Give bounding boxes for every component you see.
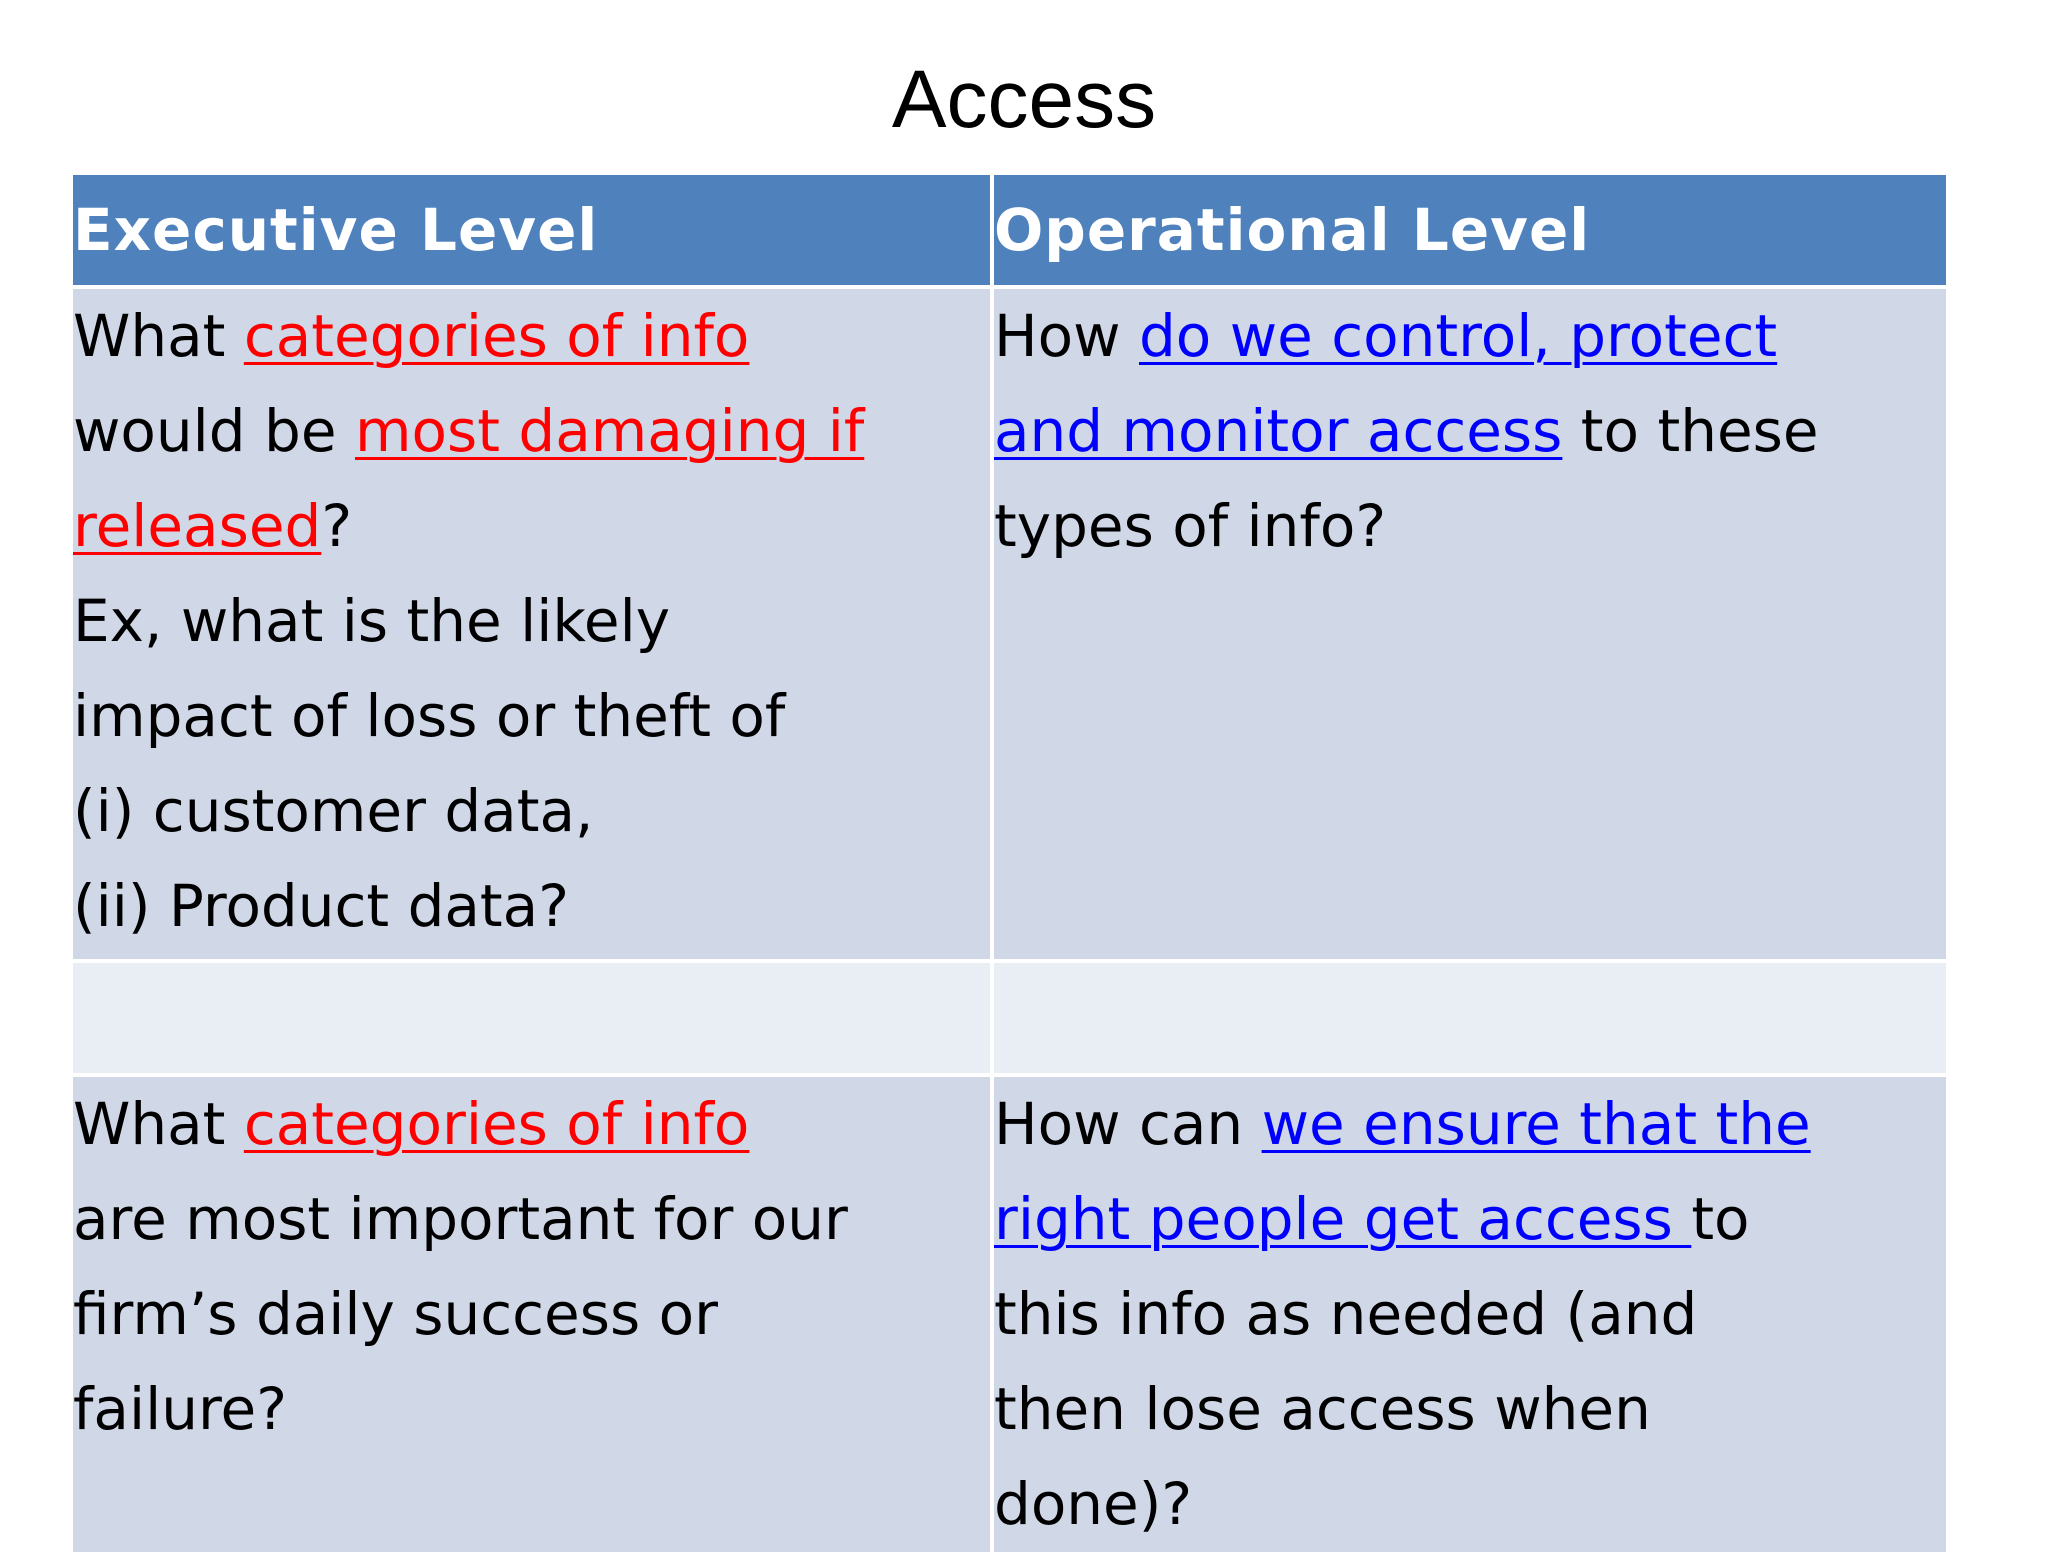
spacer-cell	[71, 961, 992, 1075]
text-line: (i) customer data,	[73, 777, 594, 845]
text-line: then lose access when	[994, 1375, 1651, 1443]
text-line	[994, 1172, 1946, 1267]
highlight-blue: and monitor access	[994, 397, 1563, 465]
text-line: types of info?	[994, 492, 1387, 560]
slide-title: Access	[891, 54, 1157, 145]
table-row	[71, 1075, 1948, 1554]
text-line: impact of loss or theft of	[73, 682, 786, 750]
text: ?	[321, 492, 353, 560]
operational-cell-2	[992, 1075, 1948, 1554]
text: How can	[994, 1090, 1262, 1158]
text: What	[73, 1090, 244, 1158]
text: What	[73, 302, 244, 370]
highlight-red: most damaging if	[355, 397, 865, 465]
text-line: this info as needed (and	[994, 1280, 1698, 1348]
table-row-spacer	[71, 961, 1948, 1075]
text-line: done)?	[994, 1470, 1193, 1538]
text: to	[1691, 1185, 1750, 1253]
text: would be	[73, 397, 355, 465]
text-line	[994, 1077, 1946, 1172]
highlight-blue: do we control, protect	[1138, 302, 1778, 370]
highlight-red: categories of info	[243, 1090, 750, 1158]
spacer-cell	[992, 961, 1948, 1075]
text-line	[73, 479, 990, 574]
text-line: firm’s daily success or	[73, 1280, 718, 1348]
highlight-red: released	[73, 492, 322, 560]
text-line	[73, 289, 990, 384]
text-line	[994, 289, 1946, 384]
highlight-blue: we ensure that the	[1261, 1090, 1811, 1158]
text: to these	[1562, 397, 1819, 465]
header-operational-level: Operational Level	[992, 173, 1948, 287]
table-row	[71, 287, 1948, 961]
operational-cell-1	[992, 287, 1948, 961]
highlight-blue: right people get access	[994, 1185, 1692, 1253]
text: How	[994, 302, 1139, 370]
text-line	[73, 384, 990, 479]
text-line: (ii) Product data?	[73, 872, 570, 940]
highlight-red: categories of info	[243, 302, 750, 370]
header-executive-level: Executive Level	[71, 173, 992, 287]
access-table	[69, 171, 1950, 1556]
table-header-row	[71, 173, 1948, 287]
text-line: Ex, what is the likely	[73, 587, 671, 655]
text-line: are most important for our	[73, 1185, 848, 1253]
text-line	[73, 1077, 990, 1172]
executive-cell-2	[71, 1075, 992, 1554]
text-line: failure?	[73, 1375, 287, 1443]
executive-cell-1	[71, 287, 992, 961]
text-line	[994, 384, 1946, 479]
